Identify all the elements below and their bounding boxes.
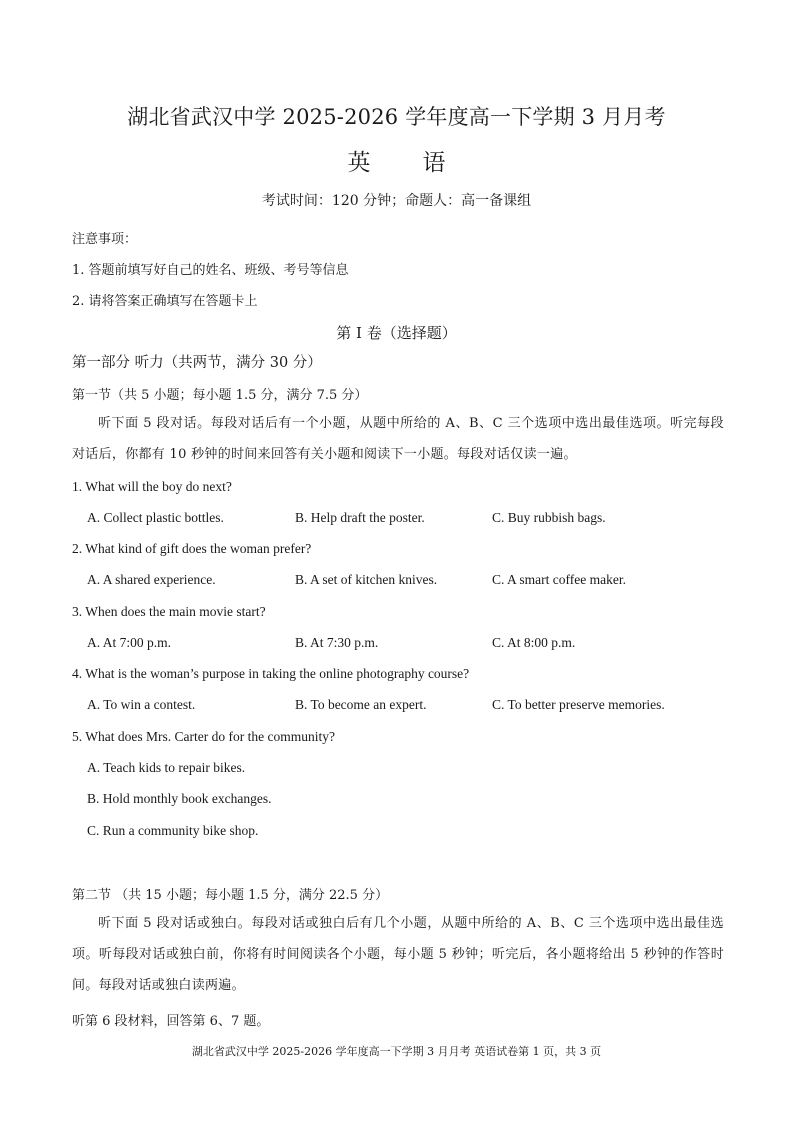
volume-title: 第 I 卷（选择题） [336, 324, 457, 342]
option-b: B. Help draft the poster. [295, 510, 425, 525]
subject-char-2: 语 [422, 150, 446, 176]
section2-instructions: 听下面 5 段对话或独白。每段对话或独白后有几个小题，从题中所给的 A、B、C 三个选项中选出最佳选项。听每段对话或独白前，你将有时间阅读各个小题，每小题 5 秒钟；听完后，各小题将给出 5 秒钟的作答时间。每段对话或独白读两遍。 [72, 916, 724, 993]
material-note: 听第 6 段材料，回答第 6、7 题。 [72, 1014, 270, 1029]
option-b: B. Hold monthly book exchanges. [87, 791, 272, 806]
exam-title: 湖北省武汉中学 2025-2026 学年度高一下学期 3 月月考 [127, 105, 666, 129]
part1-heading: 第一部分 听力（共两节，满分 30 分） [72, 355, 322, 371]
page-footer: 湖北省武汉中学 2025-2026 学年度高一下学期 3 月月考 英语试卷第 1 页，共 3 页 [191, 1045, 602, 1058]
option-c: C. A smart coffee maker. [492, 572, 626, 587]
section1-heading: 第一节（共 5 小题；每小题 1.5 分，满分 7.5 分） [72, 388, 368, 403]
option-a: A. Teach kids to repair bikes. [87, 760, 246, 775]
option-b: B. To become an expert. [295, 697, 427, 712]
option-c: C. To better preserve memories. [492, 697, 665, 712]
option-a: A. A shared experience. [87, 572, 216, 587]
section1-instructions: 听下面 5 段对话。每段对话后有一个小题，从题中所给的 A、B、C 三个选项中选出最佳选项。听完每段对话后，你都有 10 秒钟的时间来回答有关小题和阅读下一小题。每段对话仅读一遍。 [72, 416, 724, 462]
option-b: B. At 7:30 p.m. [295, 635, 379, 650]
option-a: A. To win a contest. [87, 697, 196, 712]
question-stem: 3. When does the main movie start? [72, 604, 266, 619]
subject-char-1: 英 [347, 150, 371, 176]
question-stem: 4. What is the woman’s purpose in taking the online photography course? [72, 666, 470, 681]
option-c: C. At 8:00 p.m. [492, 635, 576, 650]
note-item: 1. 答题前填写好自己的姓名、班级、考号等信息 [72, 263, 349, 278]
option-c: C. Buy rubbish bags. [492, 510, 606, 525]
section2-heading: 第二节 （共 15 小题；每小题 1.5 分，满分 22.5 分） [72, 888, 389, 903]
option-a: A. Collect plastic bottles. [87, 510, 224, 525]
note-item: 2. 请将答案正确填写在答题卡上 [72, 294, 258, 309]
subject-title [0, 144, 793, 177]
question-stem: 5. What does Mrs. Carter do for the community? [72, 729, 335, 744]
question-stem: 2. What kind of gift does the woman prefer? [72, 541, 312, 556]
notes-heading: 注意事项： [72, 232, 138, 247]
exam-info: 考试时间：120 分钟；命题人：高一备课组 [261, 193, 532, 209]
option-a: A. At 7:00 p.m. [87, 635, 172, 650]
option-c: C. Run a community bike shop. [87, 823, 259, 838]
option-b: B. A set of kitchen knives. [295, 572, 438, 587]
question-stem: 1. What will the boy do next? [72, 479, 232, 494]
